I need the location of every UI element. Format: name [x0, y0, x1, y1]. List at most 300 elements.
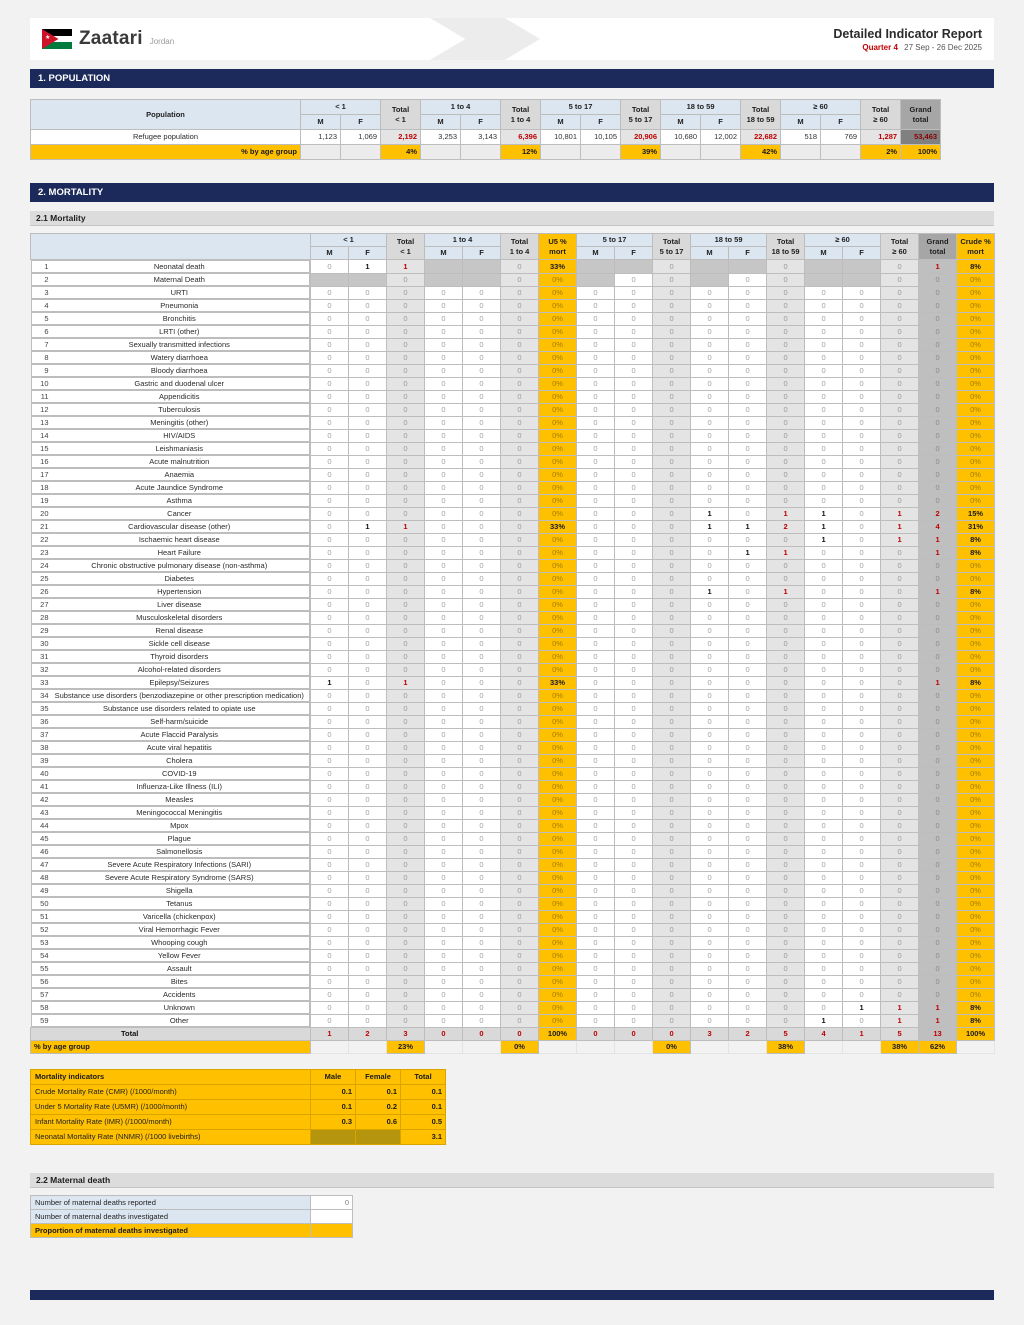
cell: 0 — [615, 1028, 653, 1041]
cell: 0% — [653, 1041, 691, 1054]
table-row — [31, 715, 995, 728]
cell: 0% — [957, 572, 995, 585]
cell: 0% — [539, 533, 577, 546]
cell: 0 — [577, 832, 615, 845]
indicator-value — [356, 1130, 401, 1145]
cell: 0 — [615, 728, 653, 741]
row-number: 27 — [40, 599, 49, 609]
row-number: 51 — [40, 911, 49, 921]
cell: 0 — [843, 819, 881, 832]
cell: 0 — [501, 689, 539, 702]
table-row — [31, 962, 995, 975]
row-label — [31, 260, 311, 273]
cell: 0 — [425, 299, 463, 312]
cell: 0 — [881, 624, 919, 637]
cell: 0 — [881, 377, 919, 390]
cell: 0% — [539, 273, 577, 286]
total-row — [31, 1028, 995, 1041]
cell: 0% — [539, 364, 577, 377]
row-number: 47 — [40, 859, 49, 869]
table-row — [31, 780, 995, 793]
cell: 0% — [957, 780, 995, 793]
report-title: Detailed Indicator Report — [833, 26, 982, 41]
cell: 0 — [919, 897, 957, 910]
cell: 0 — [843, 507, 881, 520]
cell: 0 — [615, 741, 653, 754]
table-row — [31, 728, 995, 741]
table-row — [31, 1196, 353, 1210]
cell: 1 — [311, 1028, 349, 1041]
cell: 0 — [881, 312, 919, 325]
cell: 38% — [881, 1041, 919, 1054]
table-row — [31, 767, 995, 780]
row-label — [31, 494, 311, 507]
cell: 0% — [539, 858, 577, 871]
cell: 0 — [691, 767, 729, 780]
cell: 0 — [311, 442, 349, 455]
cell: 0 — [349, 949, 387, 962]
row-number: 28 — [40, 612, 49, 622]
cell: 0 — [919, 624, 957, 637]
cell: 0 — [615, 689, 653, 702]
column-header: F — [821, 115, 861, 130]
cell: 0 — [805, 806, 843, 819]
cell: 0 — [805, 858, 843, 871]
cell: 0 — [653, 624, 691, 637]
cell: 0 — [615, 611, 653, 624]
row-label — [31, 949, 311, 962]
cell: 0 — [501, 429, 539, 442]
row-number: 1 — [44, 261, 49, 271]
table-header-row — [31, 100, 941, 115]
cell: 0 — [425, 1001, 463, 1014]
cell: 0 — [767, 897, 805, 910]
cell: 0 — [501, 598, 539, 611]
cell: 10,801 — [541, 130, 581, 145]
cell: 0 — [767, 702, 805, 715]
cell: 0 — [881, 572, 919, 585]
indicator-label: Under 5 Mortality Rate (U5MR) (/1000/month) — [31, 1100, 311, 1115]
row-number: 43 — [40, 807, 49, 817]
cell: 0 — [577, 845, 615, 858]
cell: 0 — [881, 299, 919, 312]
cell: 0 — [387, 793, 425, 806]
cell: 0 — [501, 949, 539, 962]
cell: 0 — [653, 897, 691, 910]
row-number: 9 — [44, 365, 49, 375]
cell: 0 — [919, 559, 957, 572]
cell: 0 — [653, 871, 691, 884]
cell: 0 — [349, 1014, 387, 1028]
row-label — [31, 910, 311, 923]
report-period-line — [833, 43, 982, 52]
cell: 0 — [349, 845, 387, 858]
row-number: 57 — [40, 989, 49, 999]
cell: 0 — [805, 455, 843, 468]
cell: 0 — [501, 663, 539, 676]
cell — [541, 145, 581, 160]
row-label — [31, 312, 311, 325]
cell: 0 — [729, 559, 767, 572]
cell: 0 — [843, 975, 881, 988]
row-number: 29 — [40, 625, 49, 635]
cell: 0% — [501, 1041, 539, 1054]
cell: 0 — [311, 299, 349, 312]
row-label — [31, 650, 311, 663]
cell: 0% — [957, 806, 995, 819]
cell: 0 — [767, 442, 805, 455]
cell: 0 — [805, 351, 843, 364]
column-header: Total ≥ 60 — [861, 100, 901, 130]
cell: 0 — [501, 364, 539, 377]
cell: 0 — [881, 650, 919, 663]
cell: 0 — [767, 637, 805, 650]
table-row — [31, 416, 995, 429]
cell: 0 — [425, 715, 463, 728]
cell: 0 — [729, 286, 767, 299]
cell: 0% — [539, 286, 577, 299]
row-number: 50 — [40, 898, 49, 908]
cell: 0 — [881, 559, 919, 572]
cause-label: Cardiovascular disease (other) — [128, 521, 231, 531]
cell: 0 — [463, 988, 501, 1001]
cell: 0 — [691, 403, 729, 416]
cell: 0 — [349, 767, 387, 780]
cell — [463, 260, 501, 274]
table-row — [31, 299, 995, 312]
cell: 0 — [311, 585, 349, 598]
cell: 0 — [843, 1014, 881, 1028]
cell: 0 — [843, 468, 881, 481]
cell: 0 — [691, 793, 729, 806]
cell: 0 — [501, 884, 539, 897]
cause-label: Tuberculosis — [158, 404, 201, 414]
cell: 0 — [767, 494, 805, 507]
cell: 3 — [691, 1028, 729, 1041]
cause-label: Severe Acute Respiratory Infections (SARI) — [107, 859, 252, 869]
cell: 0 — [919, 312, 957, 325]
cell: 0 — [615, 403, 653, 416]
cell: 0 — [767, 806, 805, 819]
cell: 0 — [881, 585, 919, 598]
cell: 0 — [691, 442, 729, 455]
cell: 0 — [577, 728, 615, 741]
row-number: 13 — [40, 417, 49, 427]
cell: 0 — [349, 728, 387, 741]
cell: 0 — [577, 351, 615, 364]
cell: 0 — [311, 897, 349, 910]
cell: 0 — [577, 871, 615, 884]
cause-label: Alcohol-related disorders — [137, 664, 221, 674]
cell: 0 — [387, 936, 425, 949]
row-label: Refugee population — [31, 130, 301, 145]
cell: 0 — [615, 845, 653, 858]
cell: 0 — [843, 390, 881, 403]
cell: 0 — [653, 676, 691, 689]
cell: 0 — [653, 728, 691, 741]
cell: 0 — [919, 481, 957, 494]
cell: 0 — [805, 767, 843, 780]
column-header: F — [581, 115, 621, 130]
cell: 0 — [881, 884, 919, 897]
cell: 1 — [767, 507, 805, 520]
cell: 0 — [425, 845, 463, 858]
cell: 0% — [957, 702, 995, 715]
value-cell: 0 — [311, 1196, 353, 1210]
row-label — [31, 975, 311, 988]
cell: 0% — [539, 611, 577, 624]
cell: 0 — [615, 897, 653, 910]
cell: 0% — [957, 767, 995, 780]
cell: 0% — [539, 442, 577, 455]
cell: 0 — [349, 572, 387, 585]
cell: 0 — [387, 585, 425, 598]
cell: 0 — [919, 351, 957, 364]
table-row — [31, 611, 995, 624]
cell: 0 — [919, 416, 957, 429]
cell: 0 — [387, 845, 425, 858]
row-number: 42 — [40, 794, 49, 804]
cell: 2,192 — [381, 130, 421, 145]
cell: 0 — [805, 897, 843, 910]
cell: 0 — [805, 793, 843, 806]
cell: 0 — [653, 819, 691, 832]
cell: 0 — [387, 923, 425, 936]
cell: 0 — [311, 793, 349, 806]
cell: 0 — [311, 1001, 349, 1014]
cell: 1 — [387, 520, 425, 533]
cell: 0% — [957, 663, 995, 676]
row-number: 33 — [40, 677, 49, 687]
cell: 0 — [463, 858, 501, 871]
row-number: 8 — [44, 352, 49, 362]
column-header: Grand total — [901, 100, 941, 130]
cell: 0 — [615, 624, 653, 637]
cell: 5 — [767, 1028, 805, 1041]
cell: 0 — [767, 936, 805, 949]
row-number: 48 — [40, 872, 49, 882]
table-header-row — [31, 234, 995, 247]
cell: 0 — [843, 416, 881, 429]
cell: 0 — [767, 481, 805, 494]
cell: 0 — [653, 702, 691, 715]
cell: 0 — [615, 325, 653, 338]
cell: 0 — [767, 715, 805, 728]
cell: 0 — [843, 741, 881, 754]
cell: 0 — [843, 923, 881, 936]
cell: 1 — [691, 507, 729, 520]
cell: 0 — [349, 286, 387, 299]
cell: 0 — [653, 286, 691, 299]
cell: 1 — [767, 585, 805, 598]
cell: 0 — [387, 715, 425, 728]
row-label — [31, 325, 311, 338]
table-row — [31, 650, 995, 663]
cell: 0 — [311, 728, 349, 741]
cell — [577, 273, 615, 286]
cell: 0 — [311, 481, 349, 494]
cell: 0 — [501, 286, 539, 299]
cell — [425, 260, 463, 274]
cell: 0 — [311, 455, 349, 468]
row-label — [31, 702, 311, 715]
cell: 0 — [843, 520, 881, 533]
cause-label: Accidents — [162, 989, 196, 999]
cell: 0 — [805, 611, 843, 624]
cell: 0 — [691, 962, 729, 975]
cell: 0% — [539, 455, 577, 468]
cell: 0 — [577, 858, 615, 871]
table-row — [31, 832, 995, 845]
cell: 0 — [311, 403, 349, 416]
cell: 0 — [691, 650, 729, 663]
cell: 0 — [653, 754, 691, 767]
cell: 1 — [805, 520, 843, 533]
cell: 1 — [691, 585, 729, 598]
row-label — [31, 364, 311, 377]
cell: 0 — [805, 845, 843, 858]
cause-label: Substance use disorders related to opiate use — [102, 703, 256, 713]
cell: 0 — [653, 910, 691, 923]
cell: 0 — [615, 676, 653, 689]
cell: 0 — [387, 598, 425, 611]
cell: 0 — [425, 936, 463, 949]
cell: 0 — [729, 923, 767, 936]
cell: 0 — [729, 845, 767, 858]
table-row — [31, 845, 995, 858]
cell: 0 — [881, 611, 919, 624]
cell: 0 — [349, 832, 387, 845]
cell: 33% — [539, 676, 577, 689]
row-number: 10 — [40, 378, 49, 388]
cell: 0 — [615, 507, 653, 520]
cell: 0 — [311, 650, 349, 663]
cell: 0 — [843, 702, 881, 715]
cell: 0 — [805, 663, 843, 676]
cell: 0% — [957, 429, 995, 442]
cell — [821, 145, 861, 160]
cell: 0 — [843, 871, 881, 884]
cell: 0 — [729, 676, 767, 689]
row-label — [31, 273, 311, 286]
cause-label: Yellow Fever — [157, 950, 201, 960]
cell: 0 — [577, 1014, 615, 1028]
table-row — [31, 364, 995, 377]
column-header: Total ≥ 60 — [881, 234, 919, 260]
cell: 0 — [843, 663, 881, 676]
cell: 0 — [767, 793, 805, 806]
row-label — [31, 286, 311, 299]
cell: 0 — [463, 702, 501, 715]
cell: 0 — [653, 845, 691, 858]
cell: 0 — [577, 416, 615, 429]
column-header: Male — [311, 1070, 356, 1085]
row-label — [31, 1014, 311, 1027]
cell: 0 — [843, 455, 881, 468]
cell: 518 — [781, 130, 821, 145]
cell: 39% — [621, 145, 661, 160]
cell: 0 — [463, 975, 501, 988]
cell: 0 — [387, 286, 425, 299]
cell: 0 — [387, 767, 425, 780]
table-row — [31, 819, 995, 832]
cell: 0 — [577, 650, 615, 663]
cell: 0 — [691, 663, 729, 676]
cell: 12,002 — [701, 130, 741, 145]
cell: 0% — [539, 806, 577, 819]
row-label — [31, 754, 311, 767]
row-label: Number of maternal deaths reported — [31, 1196, 311, 1210]
cause-label: Varicella (chickenpox) — [142, 911, 216, 921]
cell: 0% — [539, 832, 577, 845]
cell: 0 — [425, 637, 463, 650]
cell: 0 — [805, 312, 843, 325]
table-row — [31, 533, 995, 546]
table-row — [31, 273, 995, 286]
cell: 2% — [861, 145, 901, 160]
cell: 0 — [919, 598, 957, 611]
cell: 0 — [653, 468, 691, 481]
camp-name: Zaatari — [79, 28, 143, 49]
cell: 0% — [957, 936, 995, 949]
cell: 1 — [349, 520, 387, 533]
cell: 0 — [311, 988, 349, 1001]
table-row — [31, 754, 995, 767]
cell: 0 — [501, 494, 539, 507]
cell — [843, 273, 881, 286]
cell: 0 — [881, 910, 919, 923]
row-label — [31, 598, 311, 611]
cell: 0 — [463, 715, 501, 728]
cell: 0 — [881, 780, 919, 793]
cell: 0 — [691, 637, 729, 650]
cell: 0 — [805, 676, 843, 689]
percent-row — [31, 1041, 995, 1054]
cell: 15% — [957, 507, 995, 520]
cell: 0 — [387, 364, 425, 377]
cell: 0 — [349, 611, 387, 624]
cell: 0 — [311, 338, 349, 351]
indicator-label: Neonatal Mortality Rate (NNMR) (/1000 livebirths) — [31, 1130, 311, 1145]
cell: 0 — [349, 689, 387, 702]
column-header: F — [463, 247, 501, 260]
cell: 0 — [729, 806, 767, 819]
column-header: M — [577, 247, 615, 260]
cell: 0 — [615, 390, 653, 403]
cell: 1 — [843, 1001, 881, 1014]
row-label — [31, 299, 311, 312]
cell: 0 — [653, 455, 691, 468]
cell: 0 — [615, 1014, 653, 1028]
cell: 0 — [805, 923, 843, 936]
cell: 0% — [957, 988, 995, 1001]
cell: 0 — [843, 832, 881, 845]
cell: 0 — [919, 715, 957, 728]
cell: 0% — [957, 897, 995, 910]
row-label — [31, 676, 311, 689]
cell: 0 — [577, 949, 615, 962]
cell: 6,396 — [501, 130, 541, 145]
cell: 53,463 — [901, 130, 941, 145]
cell: 0 — [463, 897, 501, 910]
cell: 0 — [919, 637, 957, 650]
cell: 0 — [653, 520, 691, 533]
cell: 1 — [881, 1001, 919, 1014]
cell — [577, 260, 615, 274]
cell: 0 — [463, 923, 501, 936]
cell: 0 — [463, 312, 501, 325]
cell: 0% — [539, 390, 577, 403]
